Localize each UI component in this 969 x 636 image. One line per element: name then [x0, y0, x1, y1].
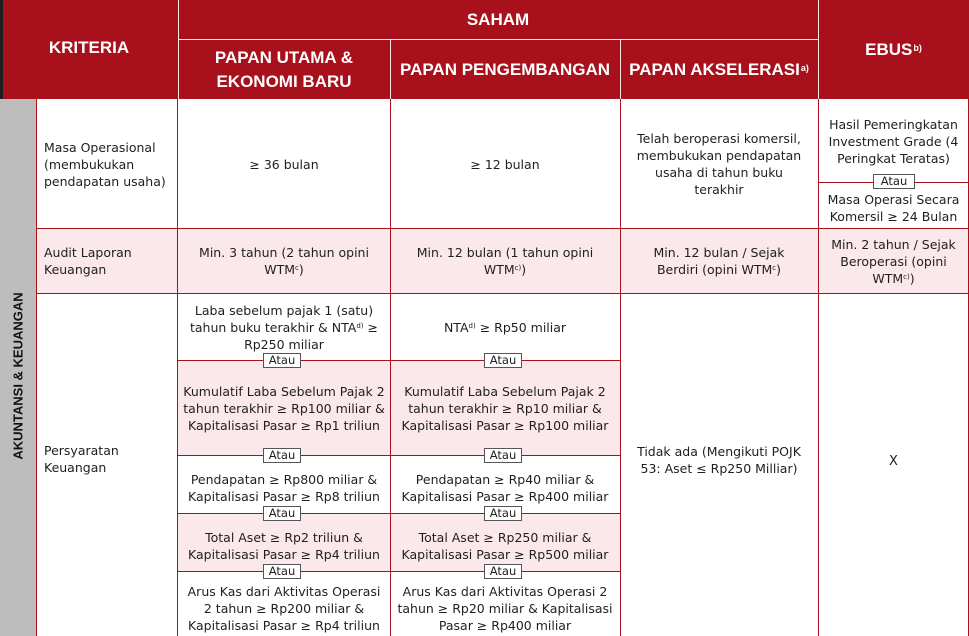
row-divider	[36, 293, 969, 294]
masa-ebus-1: Hasil Pemeringkatan Investment Grade (4 Peringkat Teratas)	[818, 100, 969, 182]
cell-divider	[178, 571, 620, 572]
keuangan-pengembangan-1: $NTA^{d)} \ge Rp50$ miliar	[390, 294, 620, 360]
column-divider	[177, 99, 178, 636]
atau-connector: Atau	[263, 564, 301, 579]
keuangan-utama-5: Arus Kas dari Aktivitas Operasi 2 tahun ≥ Rp200 miliar & Kapitalisasi Pasar ≥ Rp4 triliun	[178, 572, 390, 636]
header-papan-akselerasi: PAPAN AKSELERASI $^{a)}$	[620, 40, 818, 99]
keuangan-utama-2: Kumulatif Laba Sebelum Pajak 2 tahun terakhir ≥ Rp100 miliar & Kapitalisasi Pasar ≥ Rp1 triliun	[178, 361, 390, 455]
atau-connector: Atau	[484, 564, 522, 579]
footnote-a: a)	[800, 62, 809, 73]
cell-divider	[178, 513, 620, 514]
keuangan-ebus: X	[818, 294, 969, 636]
audit-akselerasi: Min. 12 bulan / Sejak Berdiri (opini WTM$^c$)	[620, 229, 818, 293]
column-divider	[390, 99, 391, 636]
header-papan-pengembangan: PAPAN PENGEMBANGAN	[390, 40, 620, 99]
masa-utama: ≥ 36 bulan	[178, 100, 390, 228]
audit-pengembangan: Min. 12 bulan (1 tahun opini WTM$^{c)}$)	[390, 229, 620, 293]
header-divider	[178, 39, 818, 40]
audit-utama: Min. 3 tahun (2 tahun opini WTM$^c$)	[178, 229, 390, 293]
header-divider	[390, 40, 391, 99]
header-divider	[818, 0, 819, 99]
column-divider	[818, 99, 819, 636]
keuangan-pengembangan-3: Pendapatan ≥ Rp40 miliar & Kapitalisasi Pasar ≥ Rp400 miliar	[390, 456, 620, 513]
keuangan-akselerasi: Tidak ada (Mengikuti POJK 53: Aset ≤ Rp250 Milliar)	[620, 294, 818, 636]
atau-connector: Atau	[484, 353, 522, 368]
header-saham: SAHAM	[178, 0, 818, 40]
column-divider	[620, 99, 621, 636]
row-divider	[36, 228, 969, 229]
keuangan-pengembangan-4: Total Aset ≥ Rp250 miliar & Kapitalisasi Pasar ≥ Rp500 miliar	[390, 514, 620, 571]
atau-connector: Atau	[263, 448, 301, 463]
cell-divider	[178, 360, 620, 361]
header-kriteria: KRITERIA	[0, 0, 178, 99]
header-divider	[620, 40, 621, 99]
row-label-persyaratan-keuangan: Persyaratan Keuangan	[36, 294, 178, 636]
footnote-b: b)	[913, 42, 922, 53]
masa-akselerasi: Telah beroperasi komersil, membukukan pendapatan usaha di tahun buku terakhir	[620, 100, 818, 228]
row-label-masa-operasional: Masa Operasional (membukukan pendapatan usaha)	[36, 100, 178, 228]
header-divider	[178, 0, 179, 99]
cell-divider	[178, 455, 620, 456]
row-label-audit: Audit Laporan Keuangan	[36, 229, 178, 293]
audit-ebus: Min. 2 tahun / Sejak Beroperasi (opini WTM$^{c)}$)	[818, 229, 969, 293]
keuangan-pengembangan-2: Kumulatif Laba Sebelum Pajak 2 tahun terakhir ≥ Rp10 miliar & Kapitalisasi Pasar ≥ Rp100 miliar	[390, 361, 620, 455]
atau-connector: Atau	[484, 448, 522, 463]
keuangan-utama-4: Total Aset ≥ Rp2 triliun & Kapitalisasi Pasar ≥ Rp4 triliun	[178, 514, 390, 571]
keuangan-pengembangan-5: Arus Kas dari Aktivitas Operasi 2 tahun ≥ Rp20 miliar & Kapitalisasi Pasar ≥ Rp400 miliar	[390, 572, 620, 636]
header-ebus: EBUS $^{b)}$	[818, 0, 969, 99]
keuangan-utama-3: Pendapatan ≥ Rp800 miliar & Kapitalisasi Pasar ≥ Rp8 triliun	[178, 456, 390, 513]
keuangan-utama-1: Laba sebelum pajak 1 (satu) tahun buku terakhir & $NTA^{d)} \ge Rp250$ miliar	[178, 294, 390, 360]
header-papan-utama: PAPAN UTAMA & EKONOMI BARU	[178, 40, 390, 99]
column-divider	[36, 99, 37, 636]
atau-connector: Atau	[873, 174, 915, 189]
masa-pengembangan: ≥ 12 bulan	[390, 100, 620, 228]
masa-ebus-2: Masa Operasi Secara Komersil ≥ 24 Bulan	[818, 182, 969, 228]
side-label: AKUNTANSI & KEUANGAN	[10, 292, 26, 460]
atau-connector: Atau	[263, 506, 301, 521]
atau-connector: Atau	[263, 353, 301, 368]
atau-connector: Atau	[484, 506, 522, 521]
